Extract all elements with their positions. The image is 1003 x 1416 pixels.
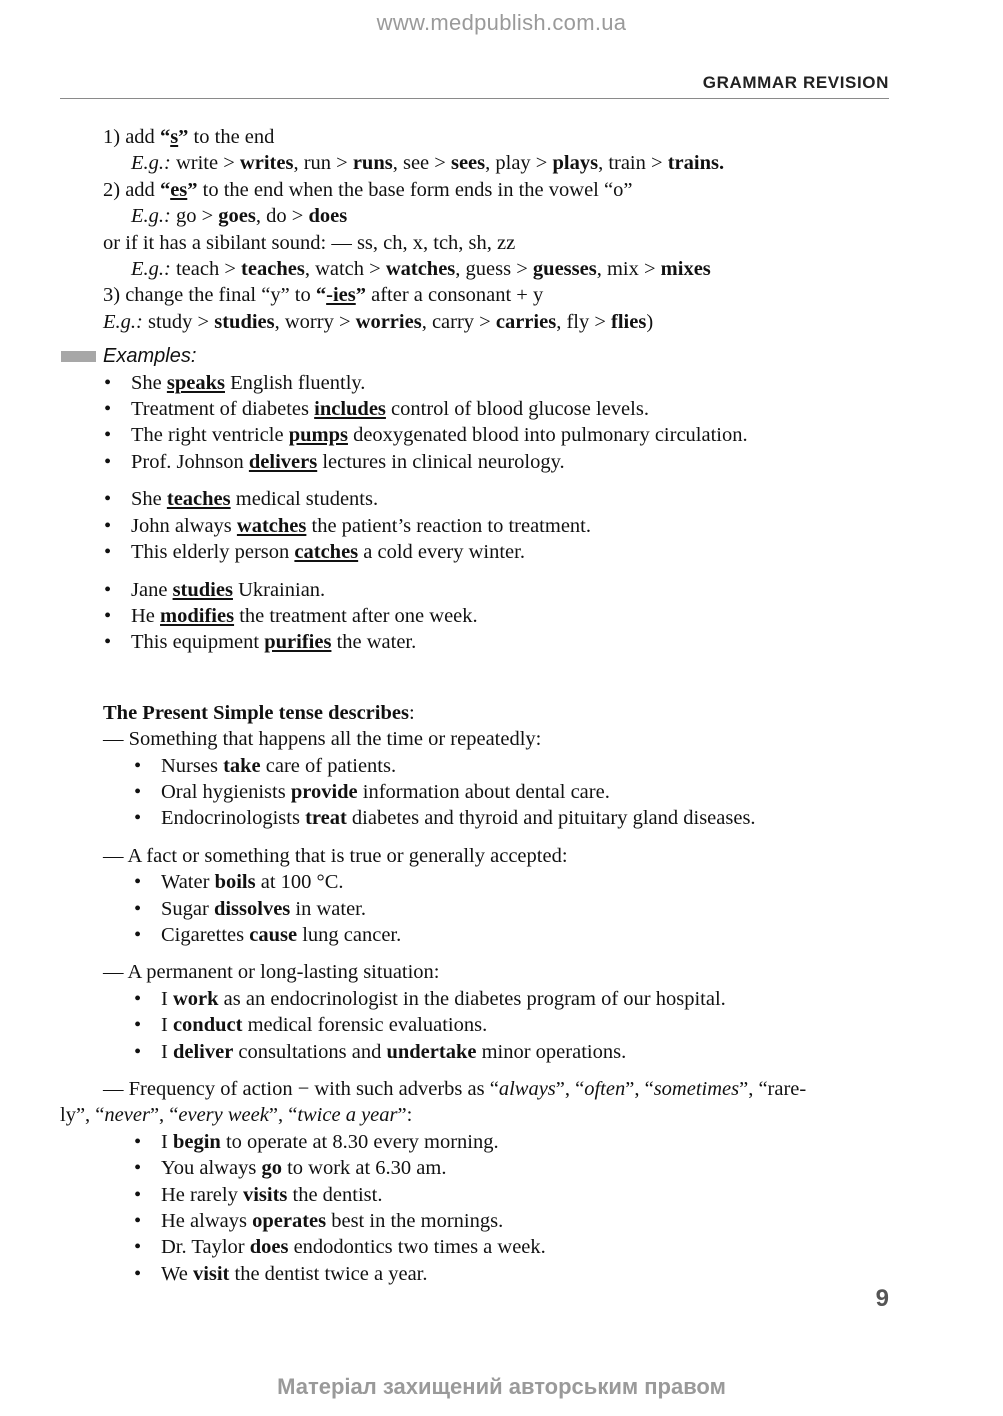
rule-text: to the end when the base form ends in the vowel “o” <box>197 178 633 201</box>
verb: dissolves <box>213 897 291 920</box>
item-text: the treatment after one week. <box>234 604 478 627</box>
item-text: He always <box>161 1210 253 1233</box>
bullet-icon: • <box>134 897 142 920</box>
item-text: a cold every winter. <box>358 541 525 564</box>
rule-text: to the end <box>188 126 275 148</box>
eg-label: E.g.: <box>103 310 143 333</box>
item-text: John always <box>131 514 237 537</box>
verb: studies <box>172 578 233 601</box>
item-text: He <box>131 604 161 627</box>
adverb: often <box>584 1078 626 1100</box>
eg-text: go > <box>170 205 219 228</box>
bullet-icon: • <box>104 424 112 447</box>
item-text: Endocrinologists <box>161 807 306 830</box>
item-text: information about dental care. <box>357 780 610 803</box>
item-text: I <box>161 1014 173 1037</box>
item-text: control of blood glucose levels. <box>385 398 649 421</box>
bullet-icon: • <box>104 604 112 627</box>
list-item <box>0 486 1003 512</box>
eg-form: watches <box>385 258 456 281</box>
verb: does <box>249 1236 289 1259</box>
bullet-icon: • <box>134 1236 142 1259</box>
bullet-icon: • <box>134 1210 142 1233</box>
eg-text: ) <box>646 310 654 333</box>
verb: modifies <box>160 604 235 627</box>
eg-label: E.g.: <box>131 205 171 228</box>
use-3: — A permanent or long-lasting situation: <box>103 961 440 984</box>
list-item <box>0 577 1003 603</box>
eg-text: , worry > <box>274 310 356 333</box>
spacer <box>0 475 1003 486</box>
verb: purifies <box>264 631 332 654</box>
item-text: Water <box>161 871 215 894</box>
item-text: medical forensic evaluations. <box>242 1014 488 1037</box>
bullet-icon: • <box>134 1183 142 1206</box>
eg-text: study > <box>142 310 215 333</box>
item-text: as an endocrinologist in the diabetes program of our hospital. <box>218 987 726 1010</box>
bullet-icon: • <box>104 514 112 537</box>
use-text: ”, “ <box>555 1078 585 1100</box>
eg-text: , guess > <box>455 258 533 281</box>
bullet-icon: • <box>134 987 142 1010</box>
adverb: never <box>104 1104 150 1127</box>
item-text: care of patients. <box>260 754 397 777</box>
bullet-icon: • <box>104 450 112 473</box>
list-item <box>0 805 1003 831</box>
section-title-text: The Present Simple tense describes <box>103 701 409 724</box>
verb: teaches <box>166 488 231 511</box>
eg-form: trains. <box>667 152 725 175</box>
item-text: Ukrainian. <box>232 578 326 601</box>
page-content <box>0 124 1003 1287</box>
rule-text: 2) add <box>103 178 160 201</box>
verb: work <box>172 987 219 1010</box>
rule-1-example <box>0 150 1003 176</box>
eg-text: , fly > <box>556 310 612 333</box>
list-item <box>0 1012 1003 1038</box>
eg-form: mixes <box>660 258 711 281</box>
sibilant-rule: or if it has a sibilant sound: — ss, ch, x, tch, sh, zz <box>103 231 516 254</box>
list-item <box>0 629 1003 655</box>
ending-ies: -ies <box>326 284 356 307</box>
rule-text: after a consonant + y <box>366 284 544 307</box>
item-text: Dr. Taylor <box>161 1236 250 1259</box>
item-text: Cigarettes <box>161 923 250 946</box>
item-text: She <box>131 488 167 511</box>
item-text: medical students. <box>230 488 379 511</box>
item-text: I <box>161 1130 173 1153</box>
use-4-continued <box>0 1102 1003 1128</box>
spacer <box>0 566 1003 577</box>
spacer <box>0 678 1003 700</box>
colon: : <box>408 701 415 724</box>
spacer <box>0 1065 1003 1076</box>
item-text: You always <box>161 1157 262 1180</box>
item-text: best in the mornings. <box>326 1210 504 1233</box>
item-text: This equipment <box>131 631 265 654</box>
list-item <box>0 1039 1003 1065</box>
item-text: to work at 6.30 am. <box>281 1157 447 1180</box>
list-item <box>0 1182 1003 1208</box>
eg-form: runs <box>352 152 393 175</box>
eg-form: plays <box>552 152 599 175</box>
item-text: endodontics two times a week. <box>288 1236 546 1259</box>
adverb: always <box>498 1078 556 1100</box>
verb: begin <box>172 1130 221 1153</box>
use-text: ”: <box>397 1104 413 1127</box>
list-item <box>0 986 1003 1012</box>
copyright-notice: Матеріал захищений авторським правом <box>277 1374 726 1399</box>
use-2: — A fact or something that is true or generally accepted: <box>103 844 568 867</box>
eg-text: , see > <box>392 152 451 175</box>
quote: ” <box>355 284 366 307</box>
verb: speaks <box>166 371 225 394</box>
verb: take <box>223 754 261 777</box>
list-item <box>0 1234 1003 1260</box>
rule-2 <box>0 177 1003 203</box>
bullet-icon: • <box>104 541 112 564</box>
item-text: at 100 °C. <box>255 871 344 894</box>
ending-s: s <box>170 126 179 148</box>
bullet-icon: • <box>104 631 112 654</box>
verb: go <box>261 1157 282 1180</box>
running-head: GRAMMAR REVISION <box>702 73 889 92</box>
item-text: the dentist twice a year. <box>229 1262 428 1285</box>
item-text: in water. <box>290 897 366 920</box>
list-item <box>0 370 1003 396</box>
item-text: deoxygenated blood into pulmonary circulation. <box>347 424 748 447</box>
item-text: the patient’s reaction to treatment. <box>306 514 591 537</box>
item-text: I <box>161 987 173 1010</box>
verb: delivers <box>248 450 318 473</box>
eg-text: , do > <box>255 205 309 228</box>
verb: cause <box>249 923 298 946</box>
eg-form: goes <box>218 205 256 228</box>
bullet-icon: • <box>134 1130 142 1153</box>
use-text: ”, “ <box>625 1078 654 1100</box>
rule-2-example <box>0 203 1003 229</box>
verb: watches <box>236 514 307 537</box>
bullet-icon: • <box>104 578 112 601</box>
bullet-icon: • <box>134 780 142 803</box>
verb: pumps <box>288 424 348 447</box>
list-item <box>0 603 1003 629</box>
list-item <box>0 513 1003 539</box>
item-text: Treatment of diabetes <box>131 398 315 421</box>
eg-label: E.g.: <box>131 258 171 281</box>
spacer <box>0 948 1003 959</box>
verb: treat <box>305 807 347 830</box>
quote: “ <box>315 284 327 307</box>
eg-text: teach > <box>170 258 242 281</box>
eg-label: E.g.: <box>131 152 171 175</box>
item-text: Sugar <box>161 897 214 920</box>
eg-form: does <box>308 205 348 228</box>
bullet-icon: • <box>134 1040 142 1063</box>
item-text: Prof. Johnson <box>131 450 249 473</box>
section-title <box>0 700 1003 726</box>
item-text: The right ventricle <box>131 424 289 447</box>
list-item <box>0 449 1003 475</box>
eg-text: , play > <box>485 152 553 175</box>
use-4 <box>0 1076 1003 1102</box>
use-text: ”, “ <box>149 1104 179 1127</box>
rule-text: 3) change the final “y” to <box>103 284 316 307</box>
spacer <box>0 832 1003 843</box>
ending-es: es <box>170 178 188 201</box>
item-text: Oral hygienists <box>161 780 291 803</box>
verb: deliver <box>172 1040 234 1063</box>
item-text: She <box>131 371 167 394</box>
verb: boils <box>214 871 256 894</box>
bullet-icon: • <box>104 488 112 511</box>
use-1: — Something that happens all the time or repeatedly: <box>103 728 542 751</box>
item-text: the water. <box>331 631 417 654</box>
eg-form: sees <box>450 152 486 175</box>
item-text: lung cancer. <box>297 923 402 946</box>
verb: provide <box>290 780 358 803</box>
verb: visits <box>242 1183 288 1206</box>
section-marker <box>61 351 96 362</box>
verb: visit <box>192 1262 230 1285</box>
list-item <box>0 396 1003 422</box>
quote: “ <box>159 126 171 148</box>
list-item <box>0 422 1003 448</box>
site-url[interactable]: www.medpublish.com.ua <box>376 10 627 35</box>
item-text: We <box>161 1262 193 1285</box>
eg-form: teaches <box>241 258 305 281</box>
item-text: to operate at 8.30 every morning. <box>220 1130 499 1153</box>
list-item <box>0 869 1003 895</box>
page-number: 9 <box>875 1285 889 1312</box>
verb: includes <box>314 398 386 421</box>
bullet-icon: • <box>134 871 142 894</box>
bullet-icon: • <box>134 1014 142 1037</box>
rule-1 <box>0 124 1003 150</box>
eg-text: , train > <box>598 152 668 175</box>
item-text: consultations and <box>233 1040 387 1063</box>
item-text: the dentist. <box>287 1183 383 1206</box>
eg-text: , run > <box>293 152 353 175</box>
quote: “ <box>159 178 171 201</box>
use-text: ”, “ <box>268 1104 298 1127</box>
item-text: minor operations. <box>476 1040 627 1063</box>
item-text: diabetes and thyroid and pituitary gland diseases. <box>346 807 756 830</box>
eg-form: worries <box>355 310 422 333</box>
quote: ” <box>178 126 189 148</box>
bullet-icon: • <box>134 1157 142 1180</box>
rule-3 <box>0 282 1003 308</box>
use-text: — Frequency of action − with such adverbs as “ <box>103 1078 499 1100</box>
list-item <box>0 1208 1003 1234</box>
examples-label: Examples: <box>103 345 197 368</box>
item-text: lectures in clinical neurology. <box>317 450 565 473</box>
eg-text: , mix > <box>596 258 661 281</box>
item-text: Nurses <box>161 754 224 777</box>
use-text: ly”, “ <box>60 1104 105 1127</box>
list-item <box>0 1129 1003 1155</box>
eg-form: flies <box>611 310 647 333</box>
eg-text: write > <box>170 152 240 175</box>
bullet-icon: • <box>134 1262 142 1285</box>
bullet-icon: • <box>134 807 142 830</box>
list-item <box>0 753 1003 779</box>
item-text: This elderly person <box>131 541 295 564</box>
item-text: I <box>161 1040 173 1063</box>
sibilant-example <box>0 256 1003 282</box>
verb: undertake <box>386 1040 477 1063</box>
list-item <box>0 779 1003 805</box>
eg-form: writes <box>239 152 294 175</box>
eg-text: , watch > <box>304 258 386 281</box>
list-item <box>0 1155 1003 1181</box>
rule-text: 1) add <box>103 126 160 148</box>
eg-form: studies <box>214 310 275 333</box>
list-item <box>0 922 1003 948</box>
bullet-icon: • <box>104 371 112 394</box>
verb: operates <box>252 1210 327 1233</box>
item-text: Jane <box>131 578 173 601</box>
list-item <box>0 1261 1003 1287</box>
quote: ” <box>187 178 198 201</box>
eg-form: carries <box>495 310 557 333</box>
eg-text: , carry > <box>421 310 496 333</box>
adverb: every week <box>178 1104 269 1127</box>
verb: catches <box>294 541 359 564</box>
list-item <box>0 896 1003 922</box>
examples-heading <box>0 343 1003 369</box>
item-text: He rarely <box>161 1183 243 1206</box>
spacer <box>0 656 1003 678</box>
adverb: twice a year <box>297 1104 398 1127</box>
item-text: English fluently. <box>224 371 366 394</box>
verb: conduct <box>172 1014 243 1037</box>
header-rule <box>60 98 889 99</box>
adverb: sometimes <box>653 1078 740 1100</box>
bullet-icon: • <box>104 398 112 421</box>
rule-3-example <box>0 309 1003 335</box>
bullet-icon: • <box>134 923 142 946</box>
eg-form: guesses <box>532 258 597 281</box>
use-text: ”, “rare- <box>739 1078 807 1100</box>
list-item <box>0 539 1003 565</box>
bullet-icon: • <box>134 754 142 777</box>
